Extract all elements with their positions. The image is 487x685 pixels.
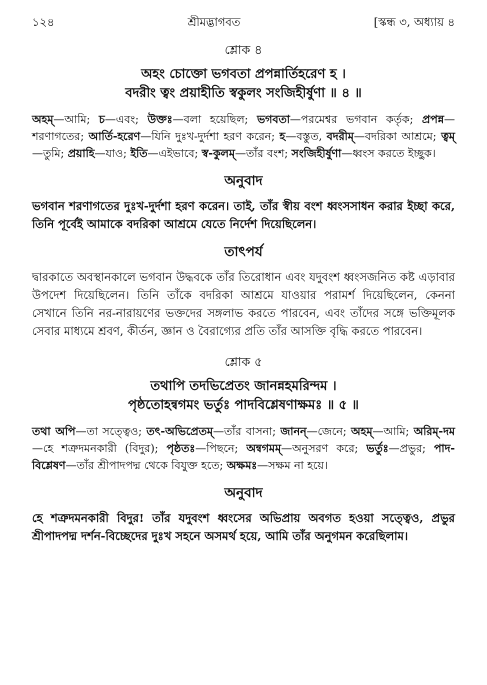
synonym-meaning: —এইভাবে; (147, 147, 202, 160)
synonym-term: তৎ-অভিপ্রেতম্ (146, 425, 213, 438)
synonym-term: অন্বগমম্ (246, 442, 282, 455)
synonym-term: বদরীম্ (326, 130, 354, 143)
synonym-meaning: —জেনে; (306, 425, 352, 438)
verse-5-line-1: তথাপি তদভিপ্রেতং জানন্নহমরিন্দম । (150, 379, 337, 394)
synonym-term: উক্তঃ (147, 113, 173, 126)
synonym-term: অক্ষমঃ (226, 459, 258, 472)
synonym-term: প্রয়াহি (67, 147, 95, 160)
synonym-term: ভর্তুঃ (366, 442, 389, 455)
verse-4-translation: ভগবান শরণাগতের দুঃখ-দুর্দশা হরণ করেন। তাই, তাঁর স্বীয় বংশ ধ্বংসসাধন করার ইচ্ছা করে, তিনি পূর্বেই আমাকে বদরিকা আশ্রমে যেতে নির্দেশ দিয়েছিলেন। (32, 199, 455, 231)
verse-4-heading: শ্লোক ৪ (224, 42, 263, 57)
synonym-meaning: —হে শত্রুদমনকারী (বিদুর); (32, 442, 167, 455)
synonym-meaning: —তাঁর বংশ; (234, 147, 292, 160)
synonym-term: পাদ-বিশ্লেষণ (32, 442, 455, 472)
synonym-meaning: —বদরিকা আশ্রমে; (353, 130, 442, 143)
synonym-meaning: —যাও; (94, 147, 131, 160)
verse-5-heading: শ্লোক ৫ (224, 354, 263, 369)
verse-5-line-2: পৃষ্ঠতোহন্বগমং ভর্তুঃ পাদবিশ্লেষণাক্ষমঃ ॥ ৫ ॥ (128, 398, 359, 413)
synonym-term: হ (279, 130, 286, 143)
synonym-term: তথা অপি (32, 425, 76, 438)
verse-4-synonyms (32, 111, 455, 162)
synonym-meaning: —তাঁর শ্রীপাদপদ্ম থেকে বিযুক্ত হতে; (65, 459, 227, 472)
synonym-meaning: —সক্ষম না হয়ে। (257, 459, 328, 472)
verse-5-translation-title: অনুবাদ (224, 485, 263, 501)
synonym-meaning: —পিছনে; (195, 442, 247, 455)
synonym-term: অহম্ (32, 113, 54, 126)
synonym-meaning: —ধ্বংস করতে ইচ্ছুক। (341, 147, 436, 160)
synonym-term: ইতি (130, 147, 148, 160)
verse-5-translation: হে শত্রুদমনকারী বিদুর! তাঁর যদুবংশ ধ্বংসের অভিপ্রায় অবগত হওয়া সত্ত্বেও, প্রভুর শ্রীপাদপদ্ম দর্শন-বিচ্ছেদের দুঃখ সহনে অসমর্থ হয়ে, আমি তাঁর অনুগমন করেছিলাম। (32, 511, 455, 543)
verse-5-section (32, 354, 455, 545)
synonym-term: অরিম্-দম (413, 425, 455, 438)
synonym-meaning: —এবং; (104, 113, 148, 126)
synonym-meaning: —যিনি দুঃখ-দুর্দশা হরণ করেন; (140, 130, 280, 143)
synonym-meaning: —প্রভুর; (388, 442, 434, 455)
synonym-meaning: —শরণাগতের; (32, 113, 455, 143)
synonym-term: ভগবতা (256, 113, 290, 126)
synonym-meaning: —তুমি; (32, 147, 68, 160)
book-title: শ্রীমদ্ভাগবত (187, 15, 241, 29)
synonym-meaning: —বস্তুত, (285, 130, 327, 143)
synonym-term: সংজিহীর্ষুণা (291, 147, 342, 160)
synonym-meaning: —আমি; (53, 113, 99, 126)
synonym-term: স্ব-কুলম্ (201, 147, 235, 160)
synonym-term: জানন্ (280, 425, 307, 438)
verse-4-translation-title: অনুবাদ (224, 173, 263, 189)
page-header (32, 14, 455, 34)
verse-4-line-2: বদরীং ত্বং প্রয়াহীতি স্বকুলং সংজিহীর্ষুণা ॥ ৪ ॥ (125, 86, 362, 101)
verse-5-synonyms (32, 423, 455, 474)
synonym-term: প্রপন্ন (422, 113, 444, 126)
verse-4-section (32, 42, 455, 340)
synonym-term: চ (98, 113, 105, 126)
page-number: ১২৪ (32, 15, 55, 29)
synonym-term: ত্বম্ (441, 130, 456, 143)
chapter-reference: [স্কন্ধ ৩, অধ্যায় ৪ (373, 15, 455, 29)
synonym-term: পৃষ্ঠতঃ (166, 442, 196, 455)
synonym-meaning: —তাঁর বাসনা; (212, 425, 281, 438)
verse-4-line-1: অহং চোক্তো ভগবতা প্রপন্নার্তিহরেণ হ । (141, 67, 346, 82)
synonym-meaning: —অনুসরণ করে; (281, 442, 367, 455)
synonym-term: অহম্ (351, 425, 373, 438)
synonym-meaning: —আমি; (372, 425, 414, 438)
synonym-meaning: —তা সত্ত্বেও; (75, 425, 147, 438)
synonym-meaning: —বলা হয়েছিল; (172, 113, 257, 126)
verse-4-purport: দ্বারকাতে অবস্থানকালে ভগবান উদ্ধবকে তাঁর তিরোধান এবং যদুবংশ ধ্বংসজনিত কষ্ট এড়াবার উপদেশ দিয়েছিলেন। তিনি তাঁকে বদরিকা আশ্রমে যাওয়ার পরামর্শ দিয়েছিলেন, কেননা সেখানে তিনি নর-নারায়ণের ভক্তদের সঙ্গলাভ করতে পারবেন, এবং তাঁদের সঙ্গে ভক্তিমূলক সেবার মাধ্যমে শ্রবণ, কীর্তন, জ্ঞান ও বৈরাগ্যের প্রতি তাঁর আসক্তি বৃদ্ধি করতে পারবেন। (32, 270, 455, 338)
verse-4-purport-title: তাৎপর্য (224, 244, 263, 260)
synonym-term: আর্তি-হরেণ (88, 130, 141, 143)
synonym-meaning: —পরমেশ্বর ভগবান কর্তৃক; (289, 113, 423, 126)
